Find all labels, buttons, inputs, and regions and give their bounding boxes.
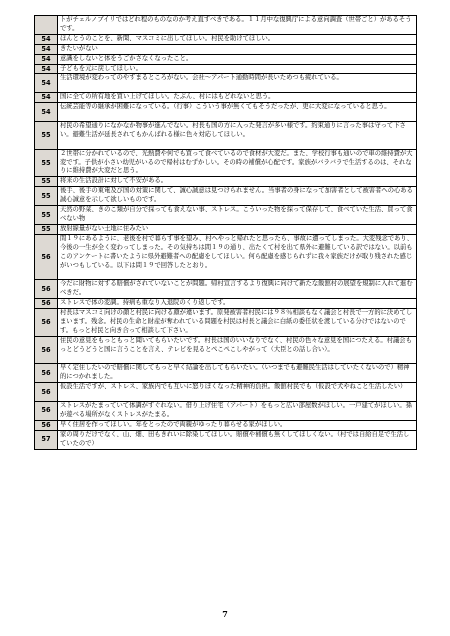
response-text-cell: 伝統芸能等の継承が困難になっている。（行事）こういう事が無くてもそうだったが、更に大変になっていると思う。 xyxy=(58,103,417,122)
respondent-number-cell: 56 xyxy=(35,336,58,364)
respondent-number-cell xyxy=(35,16,58,35)
respondent-number-cell: 56 xyxy=(35,402,58,421)
table-row xyxy=(35,299,417,309)
response-text-cell: 天然の野菜、きのこ類が自分で採っても食えない事、ストレス。こういった物を採って保存して、食べていた生活、買って食べない物 xyxy=(58,206,417,225)
response-text-cell: 子どもを元に戻してほしい。 xyxy=(58,64,417,74)
table-row xyxy=(35,54,417,64)
table-row xyxy=(35,44,417,54)
response-text-cell: 放射線量がない土地に住みたい xyxy=(58,224,417,234)
response-text-cell: 将来の生活設計に対して不安がある。 xyxy=(58,177,417,187)
respondent-number-cell: 56 xyxy=(35,309,58,337)
respondent-number-cell: 55 xyxy=(35,149,58,177)
respondent-number-cell: 55 xyxy=(35,187,58,206)
respondent-number-cell: 54 xyxy=(35,93,58,103)
response-text-cell: ストレスで体の変調。持病も重なり入退院のくり返しです。 xyxy=(58,299,417,309)
response-text-cell: きたいがない xyxy=(58,44,417,54)
respondent-number-cell: 57 xyxy=(35,430,58,449)
response-text-cell: 間１９にあるように、老後を村で暮らす事を望み、村へやっと帰れたと思ったら、事故に遭ってしまった。大変残念であり、今後の一生が全く変わってしまった。その気持ちは間１９の通り、出たくて村を出て県外に避難している訳ではない。以前もこのアンケートに書いたように県外避難者への配慮をしてほしい。何ら配慮を感じられずに我々家族だけが取り残された感じがいつもしている。以下は問１９で回答したとおり。 xyxy=(58,234,417,280)
table-row xyxy=(35,121,417,149)
table-row xyxy=(35,103,417,122)
respondent-number-cell: 55 xyxy=(35,206,58,225)
respondent-number-cell: 55 xyxy=(35,177,58,187)
respondent-number-cell: 54 xyxy=(35,64,58,74)
respondent-number-cell: 55 xyxy=(35,224,58,234)
respondent-number-cell: 54 xyxy=(35,34,58,44)
response-text-cell: 国に全ての所有地を買い上げてほしい。たぶん、村にはもどれないと思う。 xyxy=(58,93,417,103)
respondent-number-cell: 56 xyxy=(35,280,58,299)
response-text-cell: 住民の意見をもっともっと聞いてもらいたいです。村長は国のいいなりでなく、村民の色々な意見を国につたえる。村議会もっとどうどうと国に言うことを言え、テレビを見るとぺこぺこしやがって（大臣との話し合い）。 xyxy=(58,336,417,364)
page-number: 7 xyxy=(222,609,228,619)
table-row xyxy=(35,149,417,177)
response-text-cell: 後手、後手の東電及び国の対策に関して、誠心誠意は見つけられません。当事者の身になって加害者として被害者への心ある誠心誠意を示して欲しいものです。 xyxy=(58,187,417,206)
respondent-number-cell: 56 xyxy=(35,364,58,383)
response-text-cell: ほんとうのことを、新聞、マスコミに出してほしい。村民を助けてほしい。 xyxy=(58,34,417,44)
survey-response-table xyxy=(34,15,417,450)
response-text-cell: トがチェルノブイリではどれ程のものなのか考え直すべきである。１１月中な復興庁による意向調査（世帯ごと）があるそうです。 xyxy=(58,16,417,35)
response-text-cell: ２世帯に分かれているので、光熱費や何でも買って食べているので食材が大変だ。また、学校行事も通いので車の維持費が大変です。子供が小さい幼児がいるので帰村はむずかしい。その時の補償が心配です。家族がバラバラで生活するのは、それなりに維持費が大変だと思う。 xyxy=(58,149,417,177)
table-row xyxy=(35,206,417,225)
table-row xyxy=(35,309,417,337)
response-text-cell: 今だに財物に対する賠償がされていないことが問題。帰村宣言するより復興に向けて新たな飯舘村の展望を規制に入れて進むべきだ。 xyxy=(58,280,417,299)
table-row xyxy=(35,177,417,187)
response-text-cell: 意識をしないと体をうごかさなくなったこと。 xyxy=(58,54,417,64)
response-text-cell: 家の周りだけでなく、山、畑、田もきれいに除染してほしい。賠償や補償も無くしてほしくない。（村では自給自足で生活していたので） xyxy=(58,430,417,449)
respondent-number-cell: 56 xyxy=(35,234,58,280)
response-text-cell: 生活環境が変わってのやすまるところがない。会社～アパート通勤時間が長いためつも疲れている。 xyxy=(58,74,417,93)
table-row xyxy=(35,74,417,93)
table-row xyxy=(35,420,417,430)
table-row xyxy=(35,234,417,280)
table-row xyxy=(35,224,417,234)
response-text-cell: 早く定住したいので賠償に関してもっと早く結論を出してもらいたい。（いつまでも避難民生活はしていたくないので）精神的につかれました。 xyxy=(58,364,417,383)
response-text-cell: 仮設生活ですが、ストレス、家族内でも互いに怒りぽくなった精神的負担。飯舘村民でも（仮設で犬やねこと生活したい） xyxy=(58,383,417,402)
table-row xyxy=(35,402,417,421)
table-row xyxy=(35,64,417,74)
respondent-number-cell: 55 xyxy=(35,121,58,149)
response-text-cell: 早く住居を作ってほしい。年をとったので両親がゆったり暮らせる家がほしい。 xyxy=(58,420,417,430)
response-text-cell: ストレスがたまっていて体調がすぐれない。借り上げ住宅（アパート）をもっと広い部屋数がほしい。一戸建てがほしい。孫が遊べる場所がなくストレスがたまる。 xyxy=(58,402,417,421)
response-text-cell: 村長はマスコミ向けの顔と村民に向ける顔が違います。原発被害者村民には９８％相談もなく議会と村長で一方的に決めてしまいます。残念。村民の生命と財産が奪われている問題を村民は村長と議会に白紙の委任状を渡している分けではないのです。もっと村民と向き合って相談して下さい。 xyxy=(58,309,417,337)
respondent-number-cell: 56 xyxy=(35,383,58,402)
respondent-number-cell: 56 xyxy=(35,420,58,430)
table-row xyxy=(35,93,417,103)
table-row xyxy=(35,16,417,35)
table-row xyxy=(35,34,417,44)
respondent-number-cell: 56 xyxy=(35,299,58,309)
table-row xyxy=(35,336,417,364)
table-row xyxy=(35,383,417,402)
table-row xyxy=(35,430,417,449)
table-row xyxy=(35,364,417,383)
table-row xyxy=(35,187,417,206)
respondent-number-cell: 54 xyxy=(35,44,58,54)
respondent-number-cell: 54 xyxy=(35,74,58,93)
table-row xyxy=(35,280,417,299)
respondent-number-cell: 54 xyxy=(35,54,58,64)
response-text-cell: 村民の希望通りになかなか物事が進んでない。村長も国の方に入った発言が多い様です。約束通りに言った事は守って下さい。避難生活が延長されてもかんばれる様に色々対応してほしい。 xyxy=(58,121,417,149)
respondent-number-cell: 54 xyxy=(35,103,58,122)
